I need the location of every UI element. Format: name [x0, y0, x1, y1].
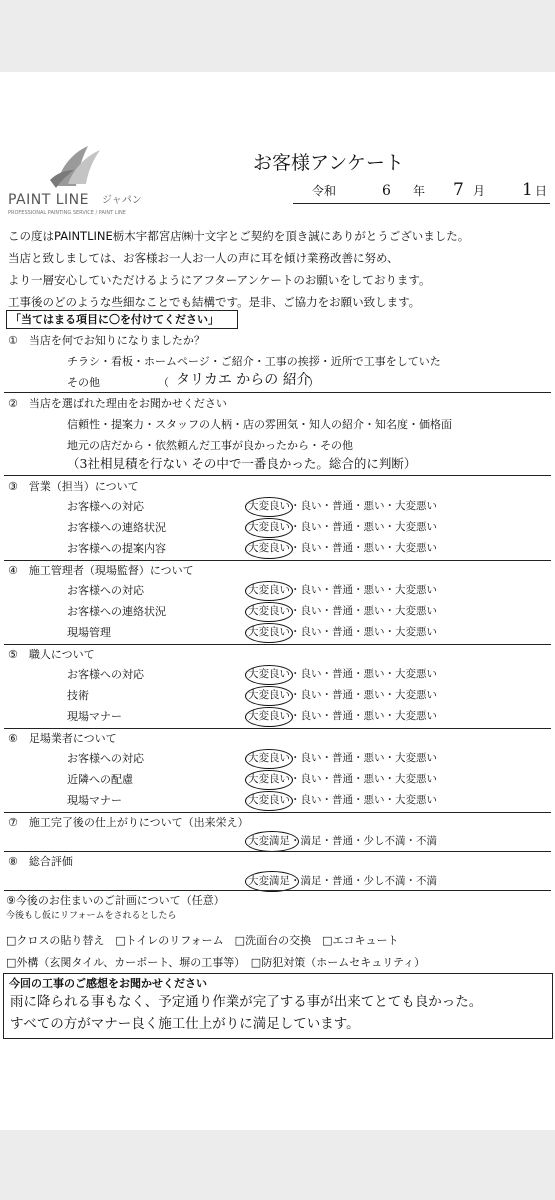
- impressions-label: 今回の工事のご感想をお聞かせください: [9, 977, 207, 990]
- answer-circle: [245, 497, 293, 517]
- impressions-line: 雨に降られる事もなく、予定通り作業が完了する事が出来てとても良かった。: [10, 994, 483, 1010]
- divider: [4, 475, 551, 476]
- q3-item: お客様への提案内容: [67, 542, 166, 555]
- answer-circle: [245, 665, 293, 685]
- date-day-unit: 日: [535, 184, 548, 198]
- q8-label: ⑧ 総合評価: [8, 855, 73, 868]
- divider: [4, 728, 551, 729]
- q4-label: ④ 施工管理者（現場監督）について: [8, 564, 194, 577]
- q5-item: 現場マナー: [67, 710, 122, 723]
- q4-rating: 大変良い・良い・普通・悪い・大変悪い: [248, 605, 437, 617]
- survey-sheet: [0, 72, 555, 1130]
- q5-rating: 大変良い・良い・普通・悪い・大変悪い: [248, 668, 437, 680]
- divider: [4, 392, 551, 393]
- q5-label: ⑤ 職人について: [8, 648, 95, 661]
- q1-label: ① 当店を何でお知りになりましたか？: [8, 334, 205, 347]
- divider: [4, 851, 551, 852]
- q5-rating: 大変良い・良い・普通・悪い・大変悪い: [248, 710, 437, 722]
- q4-item: お客様への対応: [67, 584, 144, 597]
- answer-circle: [245, 707, 293, 727]
- q1-other-label: その他: [67, 376, 100, 389]
- divider: [4, 890, 551, 891]
- logo: [4, 140, 144, 218]
- brand-name: PAINT LINE: [8, 192, 89, 208]
- q1-other-close: ）: [308, 376, 319, 389]
- q4-item: 現場管理: [67, 626, 111, 639]
- q3-rating: 大変良い・良い・普通・悪い・大変悪い: [248, 521, 437, 533]
- date-month-unit: 月: [473, 184, 486, 198]
- q6-rating: 大変良い・良い・普通・悪い・大変悪い: [248, 752, 437, 764]
- answer-circle: [245, 791, 293, 811]
- q3-item: お客様への対応: [67, 500, 144, 513]
- q3-rating: 大変良い・良い・普通・悪い・大変悪い: [248, 500, 437, 512]
- q8-satisfaction: 大変満足・満足・普通・少し不満・不満: [248, 875, 437, 887]
- q4-item: お客様への連絡状況: [67, 605, 166, 618]
- brand-tagline: PROFESSIONAL PAINTING SERVICE / PAINT LINE: [8, 210, 126, 216]
- divider: [4, 560, 551, 561]
- q9-label: ⑨今後のお住まいのご計画について（任意）: [6, 894, 225, 907]
- answer-circle: [245, 623, 293, 643]
- q7-satisfaction: 大変満足・満足・普通・少し不満・不満: [248, 835, 437, 847]
- brand-kana: ジャパン: [102, 195, 142, 206]
- q1-other-answer: タリカエ からの 紹介: [176, 372, 311, 388]
- q9-options-row: □外構（玄関タイル、カーポート、塀の工事等） □防犯対策（ホームセキュリティ）: [6, 956, 426, 969]
- date-year-value: 6: [382, 183, 391, 199]
- q5-item: 技術: [67, 689, 89, 702]
- q3-rating: 大変良い・良い・普通・悪い・大変悪い: [248, 542, 437, 554]
- q2-answer: （3社相見積を行ない その中で一番良かった。総合的に判断）: [67, 456, 417, 471]
- instruction-text: 「当てはまる項目に〇を付けてください」: [10, 313, 219, 326]
- answer-circle: [245, 749, 293, 769]
- q9-options-row: □クロスの貼り替え □トイレのリフォーム □洗面台の交換 □エコキュート: [6, 934, 399, 947]
- impressions-line: すべての方がマナー良く施工仕上がりに満足しています。: [10, 1016, 360, 1032]
- q6-item: 近隣への配慮: [67, 773, 133, 786]
- q2-label: ② 当店を選ばれた理由をお聞かせください: [8, 397, 227, 410]
- page-title: お客様アンケート: [253, 152, 404, 174]
- answer-circle: [245, 602, 293, 622]
- answer-circle: [245, 581, 293, 601]
- brush-logo-icon: [4, 140, 144, 190]
- date-day-value: 1: [522, 180, 533, 200]
- q3-item: お客様への連絡状況: [67, 521, 166, 534]
- intro-line: 工事後のどのような些細なことでも結構です。是非、ご協力をお願い致します。: [8, 295, 421, 309]
- q4-rating: 大変良い・良い・普通・悪い・大変悪い: [248, 584, 437, 596]
- date-underline: [293, 203, 550, 204]
- q6-label: ⑥ 足場業者について: [8, 732, 117, 745]
- q7-label: ⑦ 施工完了後の仕上がりについて（出来栄え）: [8, 816, 249, 829]
- q1-other-open: （: [158, 376, 169, 389]
- q6-item: 現場マナー: [67, 794, 122, 807]
- date-year-unit: 年: [413, 184, 426, 198]
- divider: [4, 812, 551, 813]
- intro-line: 当店と致しましては、お客様お一人お一人の声に耳を傾け業務改善に努め、: [8, 251, 399, 265]
- q9-sub: 今後もし仮にリフォームをされるとしたら: [6, 911, 177, 921]
- q4-rating: 大変良い・良い・普通・悪い・大変悪い: [248, 626, 437, 638]
- q6-rating: 大変良い・良い・普通・悪い・大変悪い: [248, 773, 437, 785]
- divider: [4, 644, 551, 645]
- q1-options: チラシ・看板・ホームページ・ご紹介・工事の挨拶・近所で工事をしていた: [67, 355, 441, 368]
- answer-circle: [245, 686, 293, 706]
- intro-line: この度はPAINTLINE栃木宇都宮店㈱十文字とご契約を頂き誠にありがとうございました。: [8, 229, 470, 243]
- q2-options-1: 信頼性・提案力・スタッフの人柄・店の雰囲気・知人の紹介・知名度・価格面: [67, 418, 452, 431]
- q6-item: お客様への対応: [67, 752, 144, 765]
- q5-rating: 大変良い・良い・普通・悪い・大変悪い: [248, 689, 437, 701]
- answer-circle: [245, 539, 293, 559]
- date-month-value: 7: [453, 180, 464, 200]
- q5-item: お客様への対応: [67, 668, 144, 681]
- q2-options-2: 地元の店だから・依然頼んだ工事が良かったから・その他: [67, 439, 353, 452]
- q6-rating: 大変良い・良い・普通・悪い・大変悪い: [248, 794, 437, 806]
- answer-circle: [245, 831, 299, 852]
- answer-circle: [245, 770, 293, 790]
- q3-label: ③ 営業（担当）について: [8, 480, 139, 493]
- answer-circle: [245, 871, 299, 892]
- answer-circle: [245, 518, 293, 538]
- date-era: 令和: [312, 184, 337, 198]
- intro-line: より一層安心していただけるようにアフターアンケートのお願いをしております。: [8, 273, 431, 287]
